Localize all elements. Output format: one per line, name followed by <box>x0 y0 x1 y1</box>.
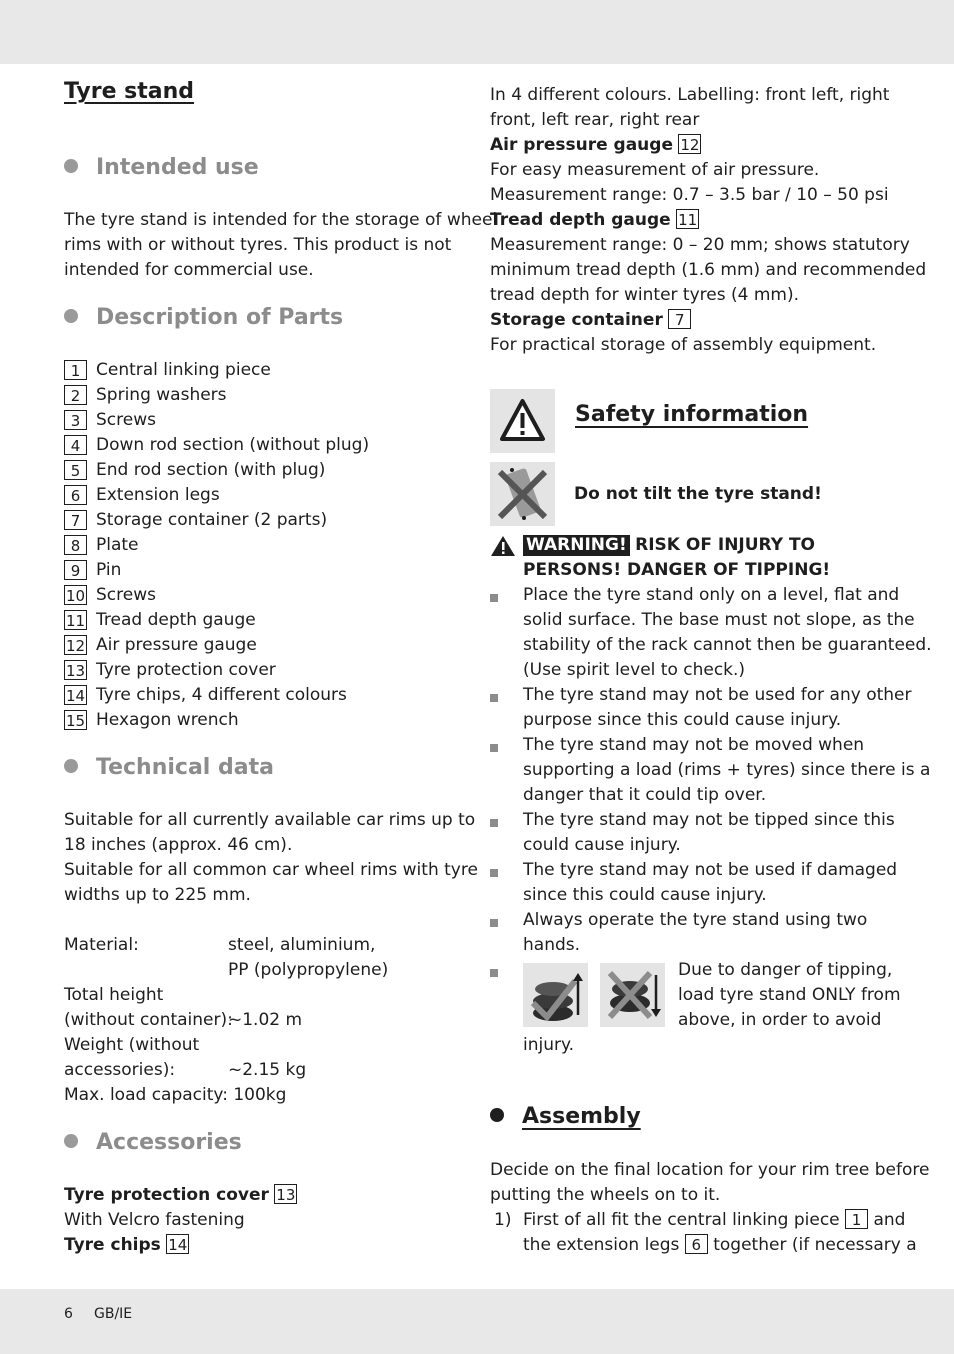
storage-text: For practical storage of assembly equipment. <box>490 335 877 355</box>
part-label: Tyre chips, 4 different colours <box>96 685 347 705</box>
square-bullet-icon <box>490 969 498 977</box>
list-item <box>523 908 867 958</box>
part-label: Pin <box>96 560 122 580</box>
step-line-2 <box>523 1233 917 1258</box>
warning-text: RISK OF INJURY TO <box>635 535 815 555</box>
text-line: solid surface. The base must not slope, as the <box>523 610 915 630</box>
part-number: 6 <box>64 485 87 505</box>
square-bullet-icon <box>490 744 498 752</box>
text-line: (without container): <box>64 1010 233 1030</box>
material-label: Material: <box>64 935 139 955</box>
part-number: 10 <box>66 587 86 605</box>
text-line: Measurement range: 0.7 – 3.5 bar / 10 – 50 psi <box>490 185 889 205</box>
list-item <box>523 808 895 858</box>
square-bullet-icon <box>490 694 498 702</box>
part-label: Central linking piece <box>96 360 271 380</box>
part-number: 3 <box>64 410 87 430</box>
load-from-above-ok-icon <box>523 963 588 1027</box>
list-item <box>523 583 932 683</box>
section-heading-parts <box>64 305 343 330</box>
text-line: Due to danger of tipping, <box>678 960 893 980</box>
accessory-label: Storage container <box>490 310 663 330</box>
material-value <box>228 933 388 983</box>
text-line: The tyre stand may not be tipped since this <box>523 810 895 830</box>
step-number: 1) <box>494 1210 512 1230</box>
text-line: Measurement range: 0 – 20 mm; shows statutory <box>490 235 910 255</box>
section-heading-assembly <box>490 1104 641 1129</box>
text-line: danger that it could tip over. <box>523 785 767 805</box>
part-label: Spring washers <box>96 385 227 405</box>
text-line: For easy measurement of air pressure. <box>490 160 820 180</box>
bullet-dot-icon <box>64 1134 78 1148</box>
text-line: Total height <box>64 985 164 1005</box>
tread-gauge-heading <box>490 208 699 233</box>
text-line: accessories): <box>64 1060 176 1080</box>
section-heading-technical <box>64 755 274 780</box>
bullet-dot-icon <box>64 759 78 773</box>
text-line: Decide on the final location for your rim tree before <box>490 1160 930 1180</box>
text-fragment: together (if necessary a <box>713 1235 917 1255</box>
text-line: PP (polypropylene) <box>228 960 389 980</box>
section-heading-text: Description of Parts <box>96 305 344 330</box>
part-label: Storage container (2 parts) <box>96 510 328 530</box>
part-number: 14 <box>168 1236 188 1254</box>
warning-triangle-icon <box>490 389 555 453</box>
part-label: Screws <box>96 585 156 605</box>
part-number: 8 <box>64 535 87 555</box>
part-number: 1 <box>845 1209 868 1229</box>
section-heading-text: Technical data <box>96 755 274 780</box>
load-from-above-end: injury. <box>523 1035 575 1055</box>
text-line: front, left rear, right rear <box>490 110 700 130</box>
part-number: 5 <box>64 460 87 480</box>
text-line: The tyre stand is intended for the storage of wheel <box>64 210 498 230</box>
warning-small-icon <box>490 534 516 558</box>
section-heading-accessories <box>64 1130 242 1155</box>
section-heading-intended-use <box>64 155 259 180</box>
part-number: 11 <box>66 612 86 630</box>
text-line: widths up to 225 mm. <box>64 885 251 905</box>
text-line: supporting a load (rims + tyres) since there is a <box>523 760 931 780</box>
text-line: 18 inches (approx. 46 cm). <box>64 835 293 855</box>
part-number: 9 <box>64 560 87 580</box>
technical-text <box>64 808 478 908</box>
text-line: Suitable for all currently available car rims up to <box>64 810 476 830</box>
part-label: Down rod section (without plug) <box>96 435 370 455</box>
square-bullet-icon <box>490 919 498 927</box>
text-line: Always operate the tyre stand using two <box>523 910 868 930</box>
safety-heading: Safety information <box>575 402 809 427</box>
accessory-label: Tread depth gauge <box>490 210 671 230</box>
air-gauge-text <box>490 158 889 208</box>
text-line: Place the tyre stand only on a level, flat and <box>523 585 900 605</box>
assembly-intro <box>490 1158 929 1208</box>
list-item <box>523 733 930 808</box>
part-number: 14 <box>66 687 86 705</box>
part-number: 11 <box>678 211 698 229</box>
part-number: 13 <box>276 1186 296 1204</box>
chips-text <box>490 83 889 133</box>
part-number: 6 <box>685 1234 708 1254</box>
part-number: 2 <box>64 385 87 405</box>
section-heading-text: Accessories <box>96 1130 242 1155</box>
text-line: intended for commercial use. <box>64 260 314 280</box>
part-label: Tread depth gauge <box>96 610 256 630</box>
part-number: 12 <box>66 637 86 655</box>
no-tilt-icon <box>490 462 555 526</box>
square-bullet-icon <box>490 869 498 877</box>
text-line: Suitable for all common car wheel rims with tyre <box>64 860 478 880</box>
part-label: Extension legs <box>96 485 220 505</box>
square-bullet-icon <box>490 594 498 602</box>
footer-band <box>0 1289 954 1354</box>
parts-list <box>64 358 444 738</box>
text-line: putting the wheels on to it. <box>490 1185 721 1205</box>
text-line: The tyre stand may not be used for any other <box>523 685 912 705</box>
section-heading-text: Intended use <box>96 155 259 180</box>
text-line: load tyre stand ONLY from <box>678 985 901 1005</box>
warning-line-2: PERSONS! DANGER OF TIPPING! <box>523 560 831 580</box>
page-number: 6 <box>64 1306 73 1322</box>
step-line-1 <box>523 1208 905 1233</box>
part-number: 7 <box>64 510 87 530</box>
text-line: above, in order to avoid <box>678 1010 882 1030</box>
bullet-dot-icon <box>64 309 78 323</box>
text-line: (Use spirit level to check.) <box>523 660 746 680</box>
list-item <box>523 858 897 908</box>
weight-value: ~2.15 kg <box>228 1060 307 1080</box>
page-title: Tyre stand <box>64 79 195 104</box>
part-number: 4 <box>64 435 87 455</box>
warning-badge: WARNING! <box>523 535 630 556</box>
part-number: 12 <box>680 136 700 154</box>
list-item <box>523 683 912 733</box>
part-label: End rod section (with plug) <box>96 460 326 480</box>
part-label: Plate <box>96 535 139 555</box>
no-tilt-text: Do not tilt the tyre stand! <box>574 484 822 504</box>
accessory-label: Tyre chips <box>64 1235 161 1255</box>
text-line: The tyre stand may not be moved when <box>523 735 865 755</box>
warning-line-1 <box>523 533 815 558</box>
accessory-label: Air pressure gauge <box>490 135 673 155</box>
text-line: In 4 different colours. Labelling: front left, right <box>490 85 890 105</box>
section-heading-text: Assembly <box>522 1104 641 1129</box>
text-line: minimum tread depth (1.6 mm) and recommended <box>490 260 927 280</box>
part-label: Screws <box>96 410 156 430</box>
load-capacity: Max. load capacity: 100kg <box>64 1085 287 1105</box>
air-gauge-heading <box>490 133 701 158</box>
text-line: since this could cause injury. <box>523 885 767 905</box>
language-code: GB/IE <box>94 1306 133 1322</box>
load-from-above-text <box>678 958 901 1033</box>
accessory-chips <box>64 1233 189 1258</box>
part-label: Tyre protection cover <box>96 660 276 680</box>
text-line: hands. <box>523 935 581 955</box>
load-from-side-forbidden-icon <box>600 963 665 1027</box>
accessory-label: Tyre protection cover <box>64 1185 269 1205</box>
storage-heading <box>490 308 691 333</box>
safety-bullet-list <box>490 583 932 963</box>
text-line: steel, aluminium, <box>228 935 376 955</box>
bullet-dot-icon <box>64 159 78 173</box>
text-line: purpose since this could cause injury. <box>523 710 842 730</box>
text-line: The tyre stand may not be used if damaged <box>523 860 898 880</box>
square-bullet-icon <box>490 819 498 827</box>
text-line: Weight (without <box>64 1035 200 1055</box>
text-line: stability of the rack cannot then be guaranteed. <box>523 635 932 655</box>
part-number: 7 <box>668 309 691 329</box>
weight-label <box>64 1033 199 1083</box>
intended-use-text <box>64 208 497 283</box>
text-line: could cause injury. <box>523 835 681 855</box>
accessory-cover-desc: With Velcro fastening <box>64 1210 245 1230</box>
text-fragment: and <box>873 1210 906 1230</box>
part-number: 13 <box>66 662 86 680</box>
text-line: tread depth for winter tyres (4 mm). <box>490 285 800 305</box>
header-band <box>0 0 954 64</box>
accessory-cover <box>64 1183 297 1208</box>
part-label: Air pressure gauge <box>96 635 257 655</box>
height-label <box>64 983 233 1033</box>
text-fragment: First of all fit the central linking piece <box>523 1210 840 1230</box>
height-value: ~1.02 m <box>228 1010 303 1030</box>
part-number: 15 <box>66 712 86 730</box>
text-line: rims with or without tyres. This product is not <box>64 235 452 255</box>
part-label: Hexagon wrench <box>96 710 239 730</box>
part-number: 1 <box>64 360 87 380</box>
tread-gauge-text <box>490 233 926 308</box>
text-fragment: the extension legs <box>523 1235 680 1255</box>
bullet-dot-icon <box>490 1108 504 1122</box>
